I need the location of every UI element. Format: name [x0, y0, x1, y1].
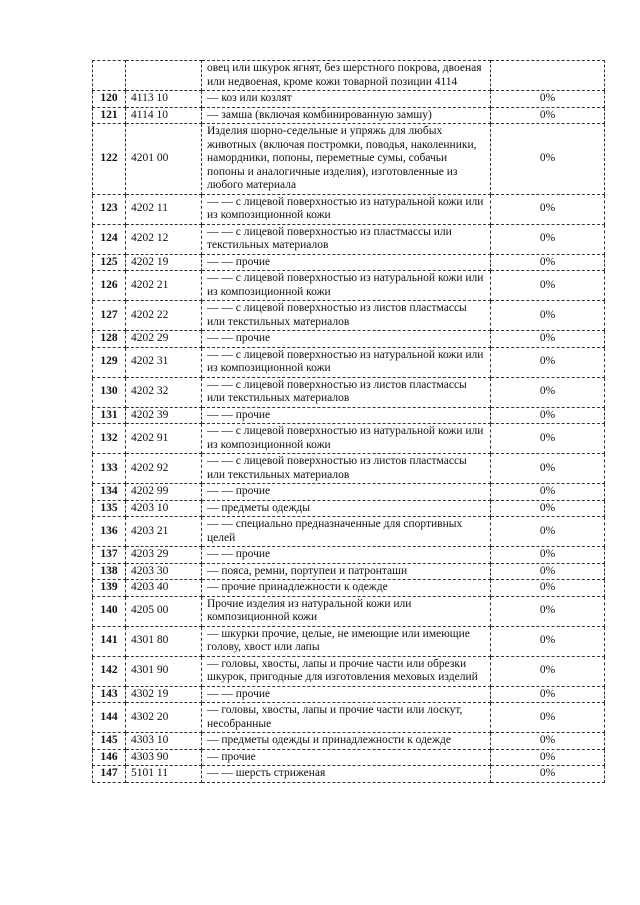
- duty-rate: 0%: [491, 271, 605, 301]
- table-row: [93, 766, 605, 783]
- item-description: — предметы одежды: [202, 500, 491, 517]
- table-row: [93, 656, 605, 686]
- item-description: — головы, хвосты, лапы и прочие части или обрезки шкурок, пригодные для изготовления меховых изделий: [202, 656, 491, 686]
- tariff-code: 4203 40: [126, 580, 202, 597]
- tariff-code: 4303 10: [126, 733, 202, 750]
- row-number: 128: [93, 331, 126, 348]
- row-number: 121: [93, 107, 126, 124]
- item-description: — — с лицевой поверхностью из листов пластмассы или текстильных материалов: [202, 377, 491, 407]
- tariff-table-body: [93, 61, 605, 783]
- tariff-code: 5101 11: [126, 766, 202, 783]
- item-description: Изделия шорно-седельные и упряжь для любых животных (включая постромки, поводья, наколенники, намордники, попоны, переметные сумы, собачьи попоны и аналогичные изделия), изготовленные из любого материала: [202, 124, 491, 195]
- duty-rate: 0%: [491, 254, 605, 271]
- item-description: — коз или козлят: [202, 91, 491, 108]
- item-description: — — прочие: [202, 686, 491, 703]
- row-number: 126: [93, 271, 126, 301]
- row-number: 136: [93, 517, 126, 547]
- duty-rate: 0%: [491, 377, 605, 407]
- row-number: 134: [93, 484, 126, 501]
- item-description: — шкурки прочие, целые, не имеющие или имеющие голову, хвост или лапы: [202, 626, 491, 656]
- duty-rate: 0%: [491, 686, 605, 703]
- row-number: 142: [93, 656, 126, 686]
- duty-rate: 0%: [491, 766, 605, 783]
- table-row: [93, 407, 605, 424]
- tariff-code: 4302 20: [126, 703, 202, 733]
- duty-rate: 0%: [491, 749, 605, 766]
- tariff-table: [92, 60, 605, 783]
- item-description: овец или шкурок ягнят, без шерстного покрова, двоеная или недвоеная, кроме кожи товарной позиции 4114: [202, 61, 491, 91]
- duty-rate: 0%: [491, 454, 605, 484]
- duty-rate: 0%: [491, 733, 605, 750]
- tariff-code: 4113 10: [126, 91, 202, 108]
- item-description: — — прочие: [202, 331, 491, 348]
- table-row: [93, 563, 605, 580]
- item-description: Прочие изделия из натуральной кожи или композиционной кожи: [202, 596, 491, 626]
- tariff-code: 4202 39: [126, 407, 202, 424]
- item-description: — — прочие: [202, 547, 491, 564]
- tariff-code: 4203 21: [126, 517, 202, 547]
- item-description: — прочие принадлежности к одежде: [202, 580, 491, 597]
- tariff-code: 4202 22: [126, 301, 202, 331]
- row-number: 120: [93, 91, 126, 108]
- tariff-code: 4203 10: [126, 500, 202, 517]
- item-description: — — прочие: [202, 407, 491, 424]
- tariff-code: 4205 00: [126, 596, 202, 626]
- item-description: — пояса, ремни, портупеи и патронташи: [202, 563, 491, 580]
- table-row: [93, 91, 605, 108]
- item-description: — головы, хвосты, лапы и прочие части или лоскут, несобранные: [202, 703, 491, 733]
- duty-rate: 0%: [491, 703, 605, 733]
- item-description: — предметы одежды и принадлежности к одежде: [202, 733, 491, 750]
- item-description: — — шерсть стриженая: [202, 766, 491, 783]
- duty-rate: 0%: [491, 517, 605, 547]
- tariff-code: 4203 30: [126, 563, 202, 580]
- tariff-code: 4202 31: [126, 347, 202, 377]
- tariff-code: 4202 19: [126, 254, 202, 271]
- duty-rate: 0%: [491, 407, 605, 424]
- item-description: — — прочие: [202, 254, 491, 271]
- tariff-code: 4202 11: [126, 194, 202, 224]
- row-number: 137: [93, 547, 126, 564]
- duty-rate: 0%: [491, 484, 605, 501]
- tariff-code: 4201 00: [126, 124, 202, 195]
- item-description: — замша (включая комбинированную замшу): [202, 107, 491, 124]
- item-description: — — с лицевой поверхностью из натуральной кожи или из композиционной кожи: [202, 424, 491, 454]
- tariff-code: 4202 12: [126, 224, 202, 254]
- duty-rate: 0%: [491, 626, 605, 656]
- row-number: 133: [93, 454, 126, 484]
- table-row: [93, 61, 605, 91]
- table-row: [93, 424, 605, 454]
- table-row: [93, 194, 605, 224]
- row-number: 146: [93, 749, 126, 766]
- row-number: 122: [93, 124, 126, 195]
- item-description: — прочие: [202, 749, 491, 766]
- row-number: 144: [93, 703, 126, 733]
- tariff-code: 4202 29: [126, 331, 202, 348]
- item-description: — — с лицевой поверхностью из натуральной кожи или из композиционной кожи: [202, 194, 491, 224]
- table-row: [93, 224, 605, 254]
- table-row: [93, 626, 605, 656]
- duty-rate: 0%: [491, 107, 605, 124]
- duty-rate: 0%: [491, 580, 605, 597]
- table-row: [93, 377, 605, 407]
- row-number: 141: [93, 626, 126, 656]
- row-number: 145: [93, 733, 126, 750]
- tariff-code: 4202 91: [126, 424, 202, 454]
- item-description: — — с лицевой поверхностью из листов пластмассы или текстильных материалов: [202, 301, 491, 331]
- table-row: [93, 733, 605, 750]
- table-row: [93, 454, 605, 484]
- table-row: [93, 703, 605, 733]
- item-description: — — с лицевой поверхностью из листов пластмассы или текстильных материалов: [202, 454, 491, 484]
- row-number: 123: [93, 194, 126, 224]
- tariff-code: 4202 32: [126, 377, 202, 407]
- duty-rate: 0%: [491, 347, 605, 377]
- item-description: — — с лицевой поверхностью из натуральной кожи или из композиционной кожи: [202, 271, 491, 301]
- tariff-code: 4202 21: [126, 271, 202, 301]
- table-row: [93, 271, 605, 301]
- row-number: 124: [93, 224, 126, 254]
- duty-rate: 0%: [491, 500, 605, 517]
- item-description: — — с лицевой поверхностью из натуральной кожи или из композиционной кожи: [202, 347, 491, 377]
- tariff-code: 4202 99: [126, 484, 202, 501]
- table-row: [93, 517, 605, 547]
- row-number: 130: [93, 377, 126, 407]
- tariff-code: 4303 90: [126, 749, 202, 766]
- duty-rate: 0%: [491, 424, 605, 454]
- tariff-code: 4301 80: [126, 626, 202, 656]
- duty-rate: [491, 61, 605, 91]
- tariff-code: 4114 10: [126, 107, 202, 124]
- tariff-code: 4203 29: [126, 547, 202, 564]
- duty-rate: 0%: [491, 656, 605, 686]
- row-number: 132: [93, 424, 126, 454]
- duty-rate: 0%: [491, 547, 605, 564]
- table-row: [93, 580, 605, 597]
- tariff-code: 4301 90: [126, 656, 202, 686]
- duty-rate: 0%: [491, 301, 605, 331]
- table-row: [93, 254, 605, 271]
- item-description: — — прочие: [202, 484, 491, 501]
- tariff-code: 4302 19: [126, 686, 202, 703]
- table-row: [93, 124, 605, 195]
- row-number: 125: [93, 254, 126, 271]
- item-description: — — специально предназначенные для спортивных целей: [202, 517, 491, 547]
- table-row: [93, 686, 605, 703]
- duty-rate: 0%: [491, 563, 605, 580]
- table-row: [93, 547, 605, 564]
- row-number: 140: [93, 596, 126, 626]
- row-number: 129: [93, 347, 126, 377]
- row-number: 138: [93, 563, 126, 580]
- duty-rate: 0%: [491, 596, 605, 626]
- row-number: [93, 61, 126, 91]
- row-number: 139: [93, 580, 126, 597]
- row-number: 135: [93, 500, 126, 517]
- table-row: [93, 749, 605, 766]
- table-row: [93, 331, 605, 348]
- item-description: — — с лицевой поверхностью из пластмассы или текстильных материалов: [202, 224, 491, 254]
- row-number: 131: [93, 407, 126, 424]
- row-number: 127: [93, 301, 126, 331]
- duty-rate: 0%: [491, 194, 605, 224]
- duty-rate: 0%: [491, 224, 605, 254]
- table-row: [93, 596, 605, 626]
- duty-rate: 0%: [491, 331, 605, 348]
- table-row: [93, 107, 605, 124]
- tariff-code: [126, 61, 202, 91]
- tariff-code: 4202 92: [126, 454, 202, 484]
- table-row: [93, 484, 605, 501]
- table-row: [93, 347, 605, 377]
- table-row: [93, 301, 605, 331]
- duty-rate: 0%: [491, 91, 605, 108]
- row-number: 143: [93, 686, 126, 703]
- table-row: [93, 500, 605, 517]
- row-number: 147: [93, 766, 126, 783]
- duty-rate: 0%: [491, 124, 605, 195]
